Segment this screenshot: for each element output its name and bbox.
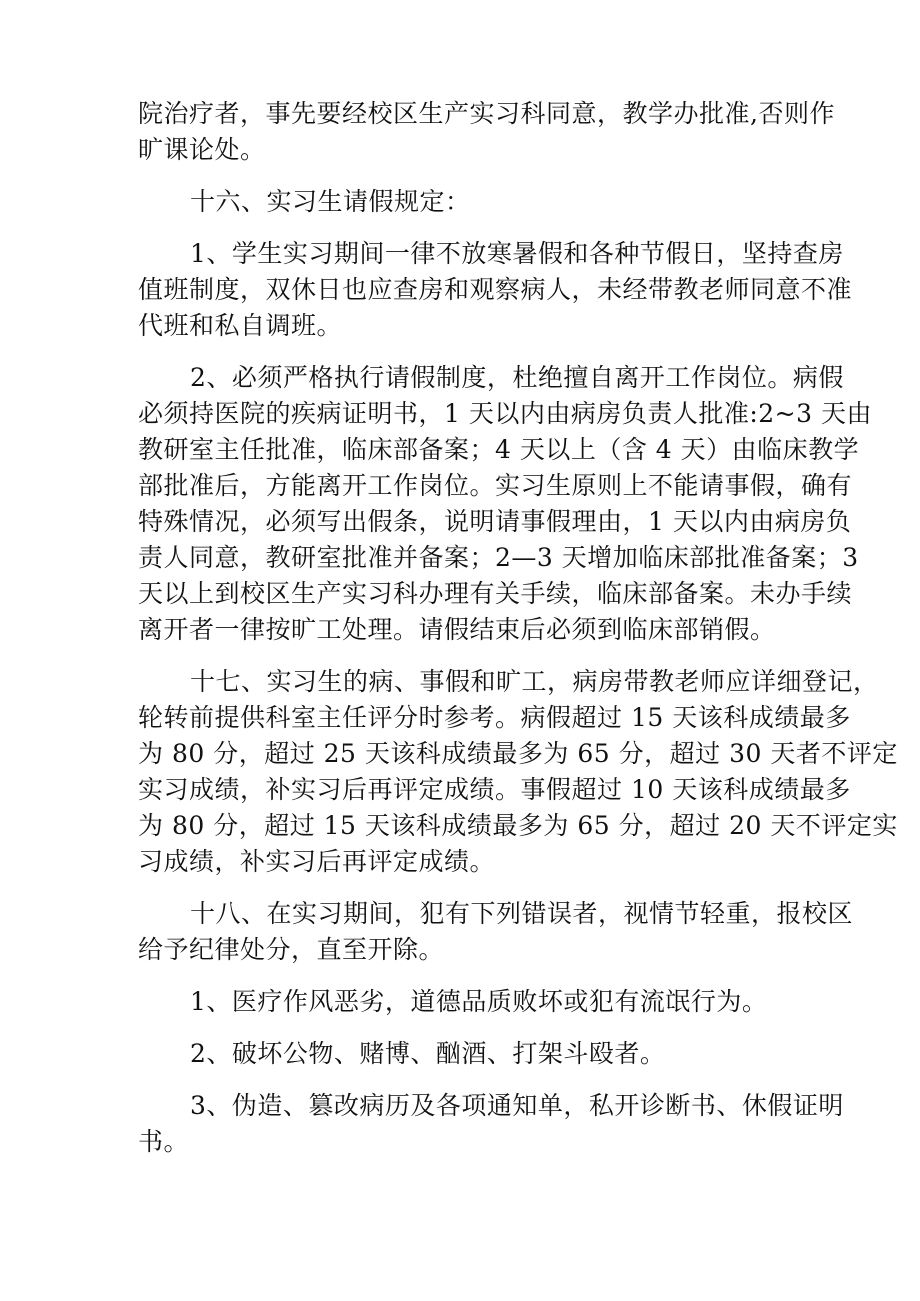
paragraph-17 xyxy=(138,664,898,880)
text-line: 值班制度，双休日也应查房和观察病人，未经带教老师同意不准 xyxy=(138,275,853,304)
text-line: 习成绩，补实习后再评定成绩。 xyxy=(138,847,496,876)
text-line: 轮转前提供科室主任评分时参考。病假超过 15 天该科成绩最多 xyxy=(138,703,851,732)
text-line: 为 80 分，超过 15 天该科成绩最多为 65 分，超过 20 天不评定实 xyxy=(138,811,898,840)
text-line: 离开者一律按旷工处理。请假结束后必须到临床部销假。 xyxy=(138,615,776,644)
text-line: 3、伪造、篡改病历及各项通知单，私开诊断书、休假证明 xyxy=(190,1091,844,1120)
paragraph-16-1 xyxy=(138,236,853,344)
text-line: 部批准后，方能离开工作岗位。实习生原则上不能请事假，确有 xyxy=(138,471,853,500)
text-line: 1、学生实习期间一律不放寒暑假和各种节假日，坚持查房 xyxy=(190,239,844,268)
paragraph-18-1 xyxy=(138,984,786,1020)
paragraph-18 xyxy=(138,896,854,968)
text-line: 代班和私自调班。 xyxy=(138,311,343,340)
text-line: 十八、在实习期间，犯有下列错误者，视情节轻重，报校区 xyxy=(190,899,854,928)
section-heading-16 xyxy=(138,184,786,220)
text-line: 十六、实习生请假规定： xyxy=(190,187,471,216)
text-line: 1、医疗作风恶劣，道德品质败坏或犯有流氓行为。 xyxy=(190,987,768,1016)
paragraph-18-2 xyxy=(138,1036,786,1072)
text-line: 教研室主任批准，临床部备案；4 天以上（含 4 天）由临床教学 xyxy=(138,435,860,464)
text-line: 特殊情况，必须写出假条，说明请事假理由，1 天以内由病房负 xyxy=(138,507,852,536)
text-line: 实习成绩，补实习后再评定成绩。事假超过 10 天该科成绩最多 xyxy=(138,775,851,804)
text-line: 书。 xyxy=(138,1127,190,1156)
text-line: 十七、实习生的病、事假和旷工，病房带教老师应详细登记， xyxy=(190,667,879,696)
text-line: 院治疗者，事先要经校区生产实习科同意，教学办批准,否则作 xyxy=(138,99,835,128)
text-line: 天以上到校区生产实习科办理有关手续，临床部备案。未办手续 xyxy=(138,579,853,608)
text-line: 2、破坏公物、赌博、酗酒、打架斗殴者。 xyxy=(190,1039,666,1068)
text-line: 为 80 分，超过 25 天该科成绩最多为 65 分，超过 30 天者不评定 xyxy=(138,739,898,768)
paragraph-continuation xyxy=(138,96,835,168)
text-line: 2、必须严格执行请假制度，杜绝擅自离开工作岗位。病假 xyxy=(190,363,844,392)
text-line: 给予纪律处分，直至开除。 xyxy=(138,935,445,964)
paragraph-18-3 xyxy=(138,1088,844,1160)
text-line: 旷课论处。 xyxy=(138,135,266,164)
text-line: 必须持医院的疾病证明书，1 天以内由病房负责人批准:2~3 天由 xyxy=(138,399,872,428)
text-line: 责人同意，教研室批准并备案；2—3 天增加临床部批准备案；3 xyxy=(138,543,859,572)
paragraph-16-2 xyxy=(138,360,872,648)
